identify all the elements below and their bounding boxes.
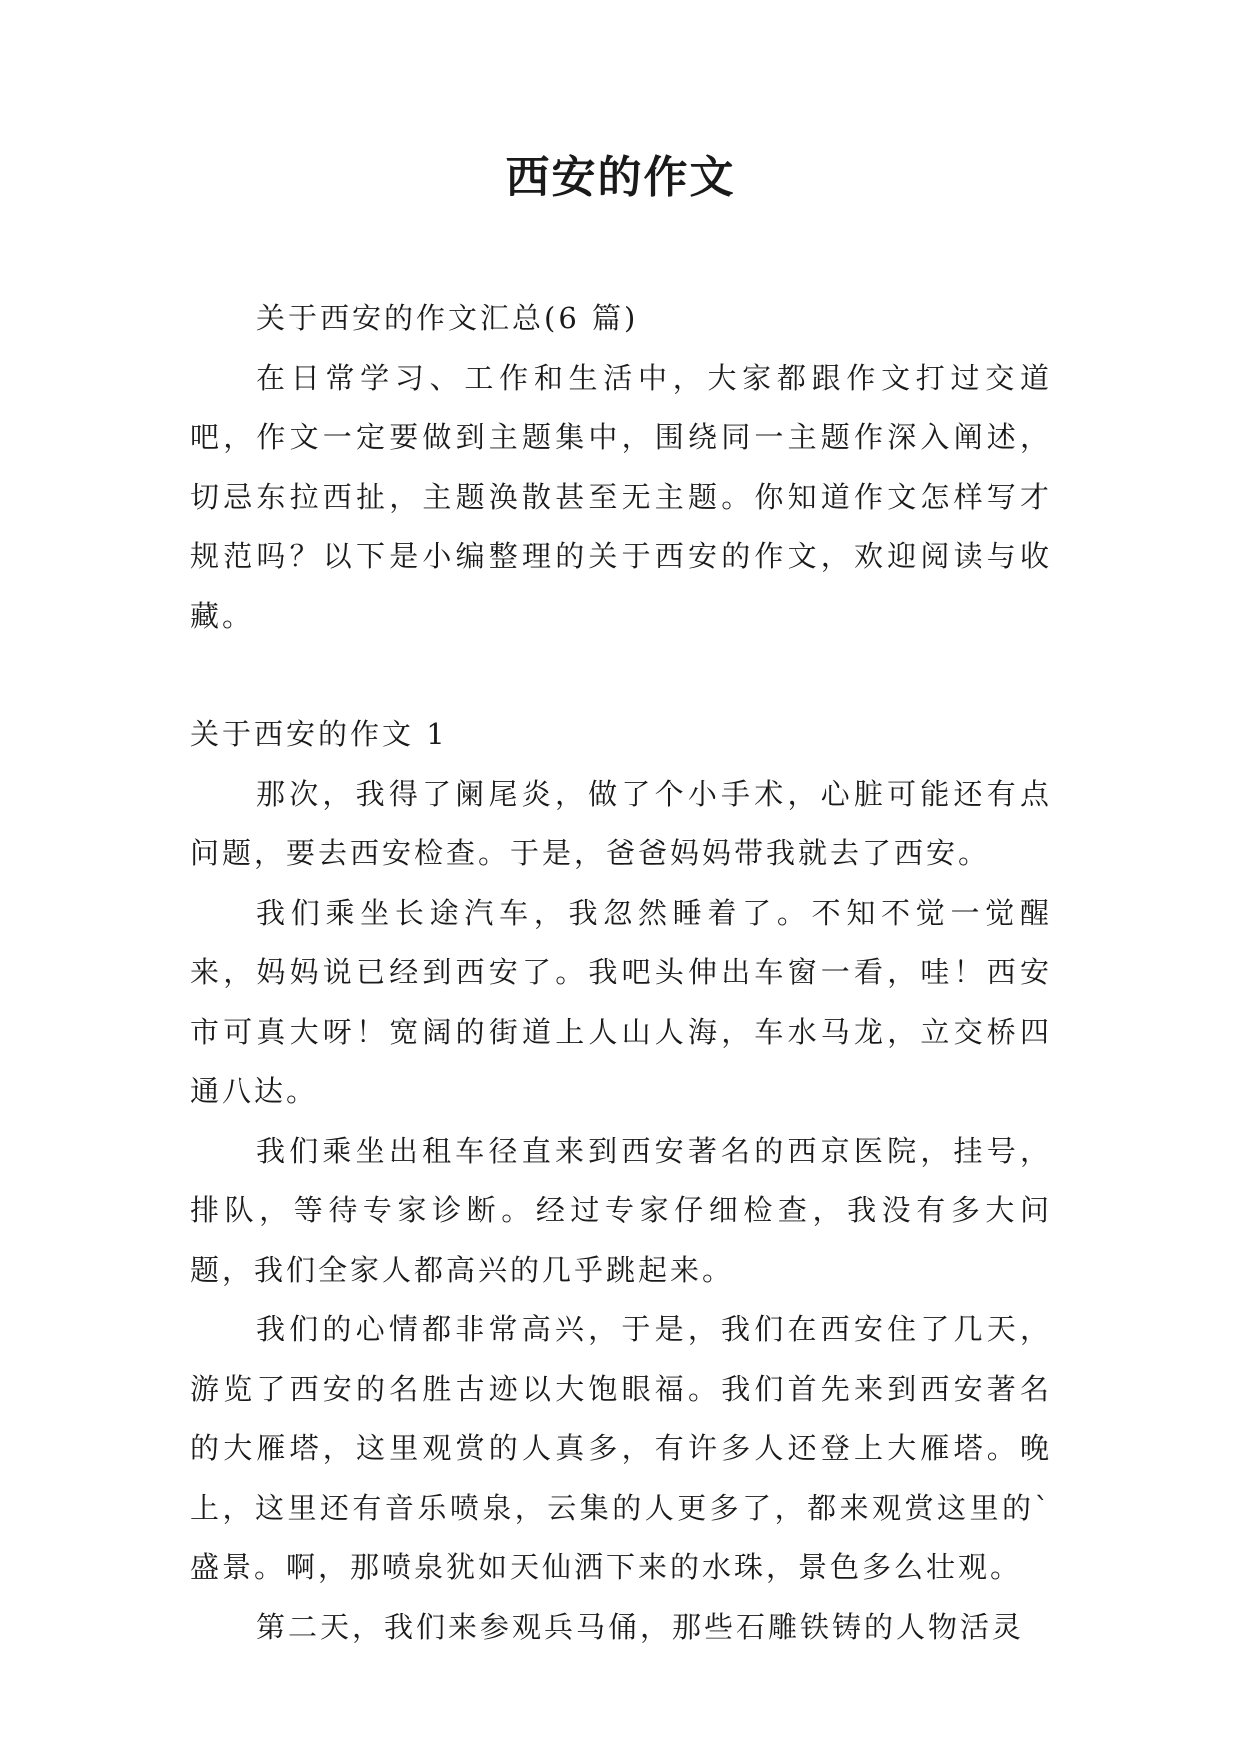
- intro-heading: 关于西安的作文汇总(6 篇): [256, 301, 639, 335]
- body-paragraph-3: 我们乘坐出租车径直来到西安著名的西京医院，挂号，排队，等待专家诊断。经过专家仔细检查，我没有多大问题，我们全家人都高兴的几乎跳起来。: [190, 1133, 1052, 1287]
- document-body: [190, 289, 1052, 1657]
- body-paragraph-4: 我们的心情都非常高兴，于是，我们在西安住了几天，游览了西安的名胜古迹以大饱眼福。我们首先来到西安著名的大雁塔，这里观赏的人真多，有许多人还登上大雁塔。晚上，这里还有音乐喷泉，云集的人更多了，都来观赏这里的`盛景。啊，那喷泉犹如天仙洒下来的水珠，景色多么壮观。: [190, 1312, 1052, 1584]
- paragraph-gap: [190, 646, 1052, 705]
- document-title: 西安的作文: [505, 152, 736, 203]
- section-heading: 关于西安的作文 1: [190, 717, 448, 751]
- body-paragraph-1: 那次，我得了阑尾炎，做了个小手术，心脏可能还有点问题，要去西安检查。于是，爸爸妈妈带我就去了西安。: [190, 776, 1052, 870]
- body-paragraph-2: 我们乘坐长途汽车，我忽然睡着了。不知不觉一觉醒来，妈妈说已经到西安了。我吧头伸出车窗一看，哇！西安市可真大呀！宽阔的街道上人山人海，车水马龙，立交桥四通八达。: [190, 895, 1052, 1108]
- body-paragraph-5: 第二天，我们来参观兵马俑，那些石雕铁铸的人物活灵: [256, 1609, 1025, 1644]
- intro-paragraph: 在日常学习、工作和生活中，大家都跟作文打过交道吧，作文一定要做到主题集中，围绕同一主题作深入阐述，切忌东拉西扯，主题涣散甚至无主题。你知道作文怎样写才规范吗？以下是小编整理的关于西安的作文，欢迎阅读与收藏。: [190, 360, 1052, 633]
